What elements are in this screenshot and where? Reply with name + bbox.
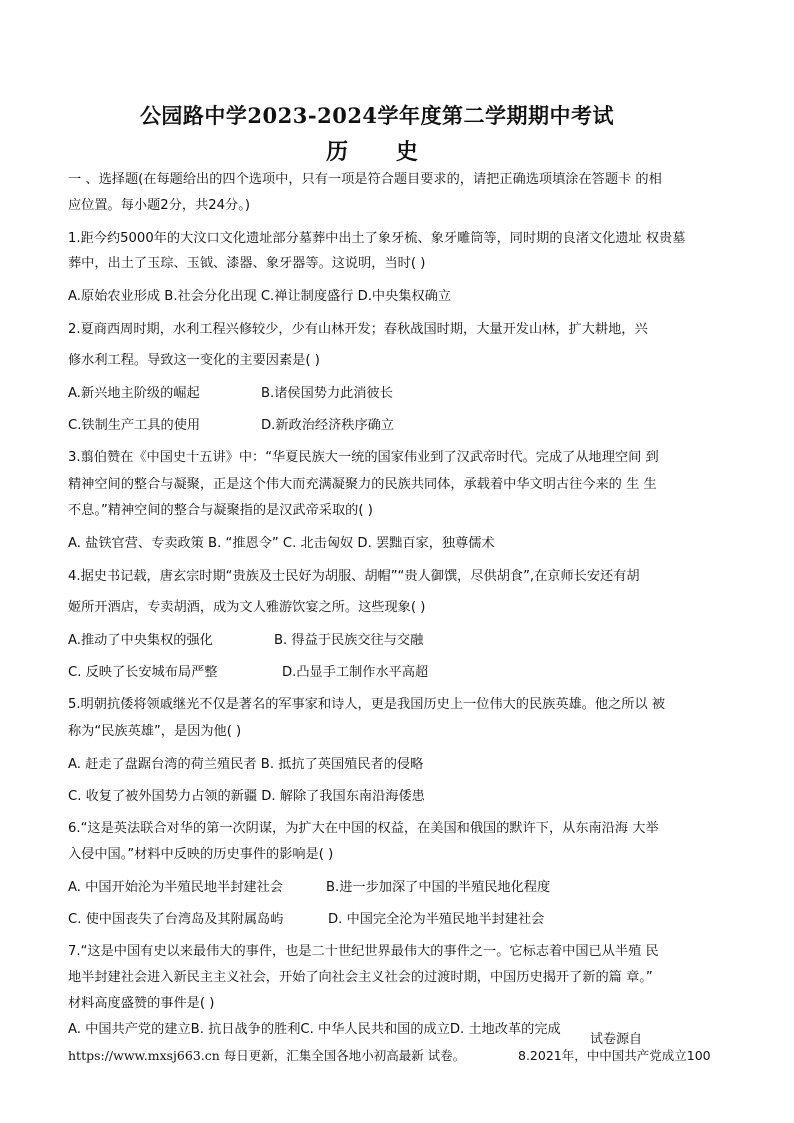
q4-option-b: B. 得益于民族交往与交融: [274, 633, 424, 648]
q3-stem-line-3: 不息。”精神空间的整合与凝聚指的是汉武帝采取的( ): [68, 503, 373, 518]
q3-options: A. 盐铁官营、专卖政策 B. “推恩令” C. 北击匈奴 D. 罢黜百家，独尊儒术: [68, 536, 495, 551]
q4-option-a: A.推动了中央集权的强化: [68, 633, 213, 648]
q5-options-row-2: C. 收复了被外国势力占领的新疆 D. 解除了我国东南沿海倭患: [68, 789, 425, 804]
q6-option-b: B.进一步加深了中国的半殖民地化程度: [326, 880, 551, 895]
q5-options-row-1: A. 赶走了盘踞台湾的荷兰殖民者 B. 抵抗了英国殖民者的侵略: [68, 757, 424, 772]
instructions-line-1: 一 、选择题(在每题给出的四个选项中，只有一项是符合题目要求的，请把正确选项填涂在答题卡 的相: [68, 172, 662, 187]
q1-stem-line-1: 1.距今约5000年的大汶口文化遗址部分墓葬中出土了象牙梳、象牙雕筒等，同时期的良渚文化遗址 权贵墓: [68, 231, 686, 246]
q4-stem-line-1: 4.据史书记载，唐玄宗时期“贵族及士民好为胡服、胡帽”“贵人御馔，尽供胡食”,在京师长安还有胡: [68, 569, 640, 584]
q2-option-d: D.新政治经济秩序确立: [261, 418, 395, 433]
q5-stem-line-1: 5.明朝抗倭将领戚继光不仅是著名的军事家和诗人，更是我国历史上一位伟大的民族英雄。他之所以 被: [68, 697, 666, 712]
q6-stem-line-1: 6.“这是英法联合对华的第一次阴谋，为扩大在中国的权益，在美国和俄国的默许下，从东南沿海 大举: [68, 821, 659, 836]
q4-option-c: C. 反映了长安城布局严整: [68, 665, 218, 680]
q6-option-d: D. 中国完全沦为半殖民地半封建社会: [328, 912, 545, 927]
q6-option-c: C. 使中国丧失了台湾岛及其附属岛屿: [68, 912, 284, 927]
q2-stem-line-1: 2.夏商西周时期，水利工程兴修较少，少有山林开发；春秋战国时期，大量开发山林，扩大耕地，兴: [68, 322, 648, 337]
q1-options: A.原始农业形成 B.社会分化出现 C.禅让制度盛行 D.中央集权确立: [68, 289, 452, 304]
q3-stem-line-1: 3.翦伯赞在《中国史十五讲》中：“华夏民族大一统的国家伟业到了汉武帝时代。完成了从地理空间 到: [68, 450, 659, 465]
q1-stem-line-2: 葬中，出土了玉琮、玉钺、漆器、象牙器等。这说明，当时( ): [68, 256, 426, 271]
footer-site-text[interactable]: https://www.mxsj663.cn 每日更新，汇集全国各地小初高最新 试卷。: [68, 1048, 466, 1063]
exam-title: 公园路中学2023-2024学年度第二学期期中考试: [139, 103, 615, 128]
q7-stem-line-1: 7.“这是中国有史以来最伟大的事件，也是二十世纪世界最伟大的事件之一。它标志着中国已从半殖 民: [68, 944, 659, 959]
q6-option-a: A. 中国开始沦为半殖民地半封建社会: [68, 880, 283, 895]
q2-option-a: A.新兴地主阶级的崛起: [68, 386, 200, 401]
q6-stem-line-2: 入侵中国。”材料中反映的历史事件的影响是( ): [68, 847, 334, 862]
q4-option-d: D.凸显手工制作水平高超: [282, 665, 429, 680]
q7-stem-line-3: 材料高度盛赞的事件是( ): [68, 996, 215, 1011]
q2-stem-line-2: 修水利工程。导致这一变化的主要因素是( ): [68, 353, 320, 368]
q2-option-b: B.诸侯国势力此消彼长: [261, 386, 393, 401]
q4-stem-line-2: 姬所开酒店，专卖胡酒，成为文人雅游饮宴之所。这些现象( ): [68, 600, 426, 615]
q5-stem-line-2: 称为“民族英雄”，是因为他( ): [68, 724, 242, 739]
subject-title: 历 史: [326, 139, 438, 165]
source-label: 试卷源自: [590, 1032, 643, 1047]
q3-stem-line-2: 精神空间的整合与凝聚，正是这个伟大而充满凝聚力的民族共同体，承载着中华文明古往今来的 生 生: [68, 477, 657, 492]
q7-stem-line-2: 地半封建社会进入新民主主义社会，开始了向社会主义社会的过渡时期，中国历史揭开了新的篇 章。”: [68, 970, 653, 985]
q8-stem-fragment: 8.2021年，中中国共产党成立100: [518, 1048, 711, 1063]
q2-option-c: C.铁制生产工具的使用: [68, 418, 201, 433]
instructions-line-2: 应位置。每小题2分，共24分。): [68, 198, 250, 213]
q7-options: A. 中国共产党的建立B. 抗日战争的胜利C. 中华人民共和国的成立D. 土地改革的完成: [68, 1022, 561, 1037]
